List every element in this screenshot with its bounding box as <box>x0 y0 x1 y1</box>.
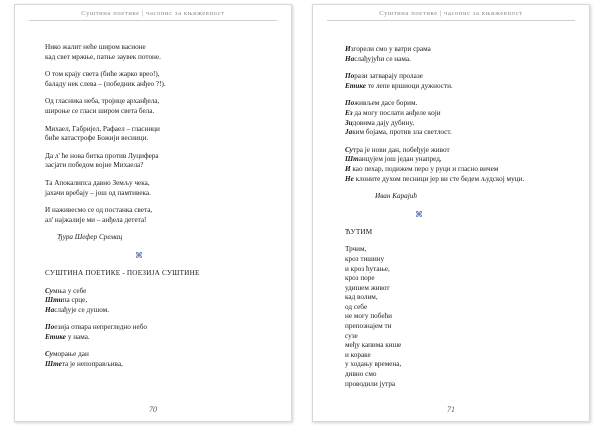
acrostic-rest: живљем дасе борим. <box>354 99 418 108</box>
poem-line: Од гласника неба, тројице арханђела, <box>45 97 160 106</box>
acrostic-line <box>345 45 579 55</box>
left-page <box>14 4 292 422</box>
poem-line: кад свет мржње, патње заувек потоне. <box>45 52 161 61</box>
poem-line: биће катастрофе Божији весници. <box>45 134 149 143</box>
stanza-break <box>45 89 273 97</box>
poem-signature: Ђура Шефер Сремац <box>57 233 123 242</box>
acrostic-rest: тра је нови дан, побеђује живот <box>352 145 450 154</box>
acrostic-lead: Ја <box>345 128 353 137</box>
poem-line: проводили јутра <box>345 379 396 388</box>
poem-line: не могу побећи <box>345 312 392 321</box>
poem-line: широње се гласи широм света бела. <box>45 106 155 115</box>
acrostic-rest: мња у себе <box>52 286 87 295</box>
acrostic-line <box>45 333 273 343</box>
acrostic-rest: да могу послати анђеле који <box>352 108 441 117</box>
page-header: Суштина поетике | часопис за књижевност <box>81 10 225 17</box>
acrostic-rest: слађује се душом. <box>54 305 110 314</box>
poem-signature: Иван Карајић <box>375 192 417 201</box>
poem-line: јахачи вребају – још од памтивека. <box>45 188 151 197</box>
acrostic-rest: као пехар, подижем перо у руци и гласно вичем <box>350 164 499 173</box>
acrostic-lead: И <box>345 164 351 173</box>
acrostic-rest: клоните духом песници јер ви сте бедем људској муци. <box>353 174 525 183</box>
poem-line: Та Апокалипса давно Земљу чека, <box>45 178 150 187</box>
stanza-break <box>345 64 579 72</box>
poem-heading: ЋУТИМ <box>345 227 373 236</box>
acrostic-lead: По <box>45 323 55 332</box>
acrostic-lead: Шти <box>45 296 63 305</box>
acrostic-rest: па срце, <box>62 296 88 305</box>
header-rule <box>29 20 277 21</box>
poem-line: препознајем ти <box>345 322 392 331</box>
poem-line: ал' најжалије ми – анђела детета! <box>45 215 147 224</box>
acrostic-poem <box>345 45 579 184</box>
acrostic-line <box>345 119 579 129</box>
poem-line: и кроз ћутање, <box>345 264 390 273</box>
acrostic-line <box>45 296 273 306</box>
acrostic-rest: рази затварају пролазе <box>354 72 423 81</box>
poem-line: Трчим, <box>345 245 367 254</box>
poem-line: кад волим, <box>345 293 378 302</box>
poem-line: кроз поре <box>345 274 375 283</box>
acrostic-lead: Су <box>45 286 53 295</box>
acrostic-lead: Су <box>345 145 353 154</box>
page-number: 71 <box>447 405 455 414</box>
acrostic-lead: Зи <box>345 118 353 127</box>
stanza-break <box>345 91 579 99</box>
stanza-break <box>45 342 273 350</box>
acrostic-poem <box>45 287 273 370</box>
acrostic-lead: По <box>345 99 355 108</box>
poem-line: удишем живот <box>345 283 390 292</box>
acrostic-rest: анцујем још један унапред, <box>358 155 442 164</box>
acrostic-line <box>345 99 579 109</box>
acrostic-rest: згорели смо у ватри срама <box>350 45 431 53</box>
acrostic-line <box>345 146 579 156</box>
acrostic-line <box>45 306 273 316</box>
acrostic-line <box>345 82 579 92</box>
poem-line: дивно смо <box>345 370 377 379</box>
poem-line: засјати победом војне Михаела? <box>45 161 144 170</box>
left-page-body <box>45 43 273 370</box>
right-page <box>312 4 590 422</box>
stanza-break <box>45 198 273 206</box>
acrostic-rest: те лепе вршиоци дужности. <box>366 81 453 90</box>
acrostic-line <box>345 165 579 175</box>
acrostic-lead: И <box>345 45 351 53</box>
acrostic-lead: Су <box>45 350 53 359</box>
acrostic-line <box>345 155 579 165</box>
acrostic-lead: Етике <box>45 332 67 341</box>
acrostic-rest: ким бојама, против зла светлост. <box>352 128 452 137</box>
poem-line: И наживесмо се од постанка света, <box>45 206 153 215</box>
acrostic-lead: Шт <box>345 155 359 164</box>
acrostic-line <box>45 287 273 297</box>
poem-line: баладу нек слева – (победник анђео ?!). <box>45 79 166 88</box>
acrostic-rest: слађујући се нама. <box>354 54 411 63</box>
poem-line: и кораке <box>345 350 371 359</box>
acrostic-lead: Не <box>345 174 354 183</box>
acrostic-lead: На <box>345 54 355 63</box>
poem-line: Нико жалит неће широм васионе <box>45 43 146 51</box>
poem-line: Михаел, Габријел, Рафаел – гласници <box>45 124 160 133</box>
page-number: 70 <box>149 405 157 414</box>
acrostic-rest: езија отвара непрегледно небо <box>54 323 147 332</box>
acrostic-rest: морање дан <box>52 350 89 359</box>
acrostic-line <box>345 72 579 82</box>
poem-line: у ходању времена, <box>345 360 402 369</box>
poem-line: сузе <box>345 331 358 340</box>
poem-heading: СУШТИНА ПОЕТИКЕ - ПОЕЗИЈА СУШТИНЕ <box>45 268 200 277</box>
page-header: Суштина поетике | часопис за књижевност <box>379 10 523 17</box>
acrostic-line <box>45 360 273 370</box>
ornament-icon: ⌘ <box>415 209 423 219</box>
acrostic-line <box>45 323 273 333</box>
acrostic-lead: На <box>45 305 55 314</box>
header-rule <box>327 20 575 21</box>
poem-line: кроз тишину <box>345 254 385 263</box>
poem-lines <box>345 245 579 389</box>
acrostic-line <box>345 109 579 119</box>
poem-line: О том крају света (биће жарко врео!), <box>45 70 160 79</box>
poem-line: међу капима кише <box>345 341 402 350</box>
poem-line: Да л' ће нова битка против Луцифера <box>45 151 159 160</box>
acrostic-line <box>345 128 579 138</box>
stanza-break <box>45 144 273 152</box>
right-page-body <box>345 45 579 389</box>
stanza-break <box>345 138 579 146</box>
acrostic-line <box>45 350 273 360</box>
acrostic-rest: довима дају дубину, <box>352 118 415 127</box>
acrostic-lead: Етике <box>345 81 367 90</box>
poem-stanzas <box>45 43 273 225</box>
stanza-break <box>45 117 273 125</box>
acrostic-lead: Ште <box>45 360 62 369</box>
acrostic-lead: Ез <box>345 108 353 117</box>
acrostic-line <box>345 55 579 65</box>
acrostic-rest: у нама. <box>66 332 90 341</box>
stanza-break <box>45 171 273 179</box>
ornament-icon: ⌘ <box>135 250 143 260</box>
acrostic-line <box>345 175 579 185</box>
stanza-break <box>45 62 273 70</box>
acrostic-rest: та је непоправљива, <box>61 360 123 369</box>
poem-line: од себе <box>345 302 368 311</box>
stanza-break <box>45 315 273 323</box>
acrostic-lead: По <box>345 72 355 81</box>
